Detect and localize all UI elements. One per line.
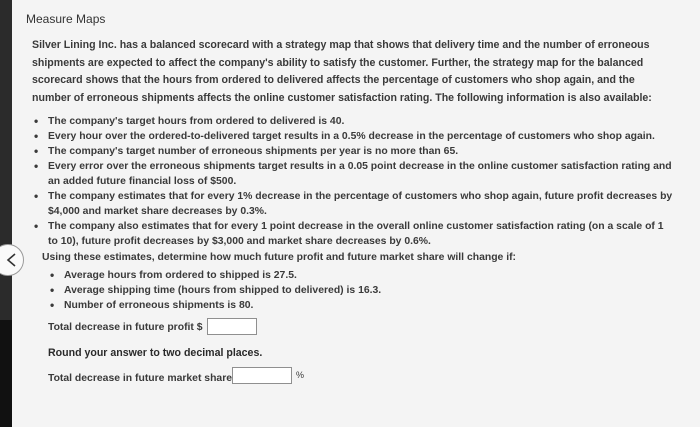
rounding-note: Round your answer to two decimal places. xyxy=(48,347,263,359)
list-item: • The company's target number of erroneous shipments per year is no more than 65. xyxy=(26,144,676,159)
list-item: • Every error over the erroneous shipments target results in a 0.05 point decrease in the online customer satisfaction rating and an added future financial loss of $500. xyxy=(26,159,676,189)
list-item: • The company estimates that for every 1% decrease in the percentage of customers who shop again, future profit decreases by $4,000 and market share decreases by 0.3%. xyxy=(26,189,676,219)
page-title: Measure Maps xyxy=(26,12,106,26)
profit-input[interactable] xyxy=(207,318,257,335)
percent-symbol: % xyxy=(296,370,305,380)
currency-symbol: $ xyxy=(196,322,203,333)
list-item: • The company also estimates that for every 1 point decrease in the overall online customer satisfaction rating (on a scale of 1 to 10), future profit decreases by $3,000 and market share decreases by 0.6%. xyxy=(26,219,676,249)
edge-stripe xyxy=(0,320,12,427)
share-label: Total decrease in future market share xyxy=(48,373,233,384)
chevron-left-icon xyxy=(4,252,20,268)
list-item: • Every hour over the ordered-to-delivered target results in a 0.5% decrease in the percentage of customers who shop again. xyxy=(26,129,676,144)
profit-label-text: Total decrease in future profit xyxy=(48,322,194,333)
list-item: • Average shipping time (hours from shipped to delivered) is 16.3. xyxy=(42,283,662,298)
intro-paragraph: Silver Lining Inc. has a balanced scorecard with a strategy map that shows that delivery time and the number of erroneous shipments are expected to affect the company's ability to satisfy the customer. Further, the strategy map for the balanced scorecard shows that the hours from ordered to delivered affects the percentage of customers who shop again, and the number of erroneous shipments affects the online customer satisfaction rating. The following information is also available: xyxy=(32,39,652,104)
instruction-text: Using these estimates, determine how much future profit and future market share will change if: xyxy=(42,252,517,263)
market-share-input[interactable] xyxy=(232,367,292,384)
question-page xyxy=(12,0,700,427)
list-item: • Average hours from ordered to shipped is 27.5. xyxy=(42,268,662,283)
list-item: • Number of erroneous shipments is 80. xyxy=(42,298,662,313)
facts-list xyxy=(26,114,676,249)
profit-label xyxy=(48,322,203,333)
list-item: • The company's target hours from ordered to delivered is 40. xyxy=(26,114,676,129)
left-window-edge xyxy=(0,0,12,427)
scenario-list xyxy=(42,268,662,313)
